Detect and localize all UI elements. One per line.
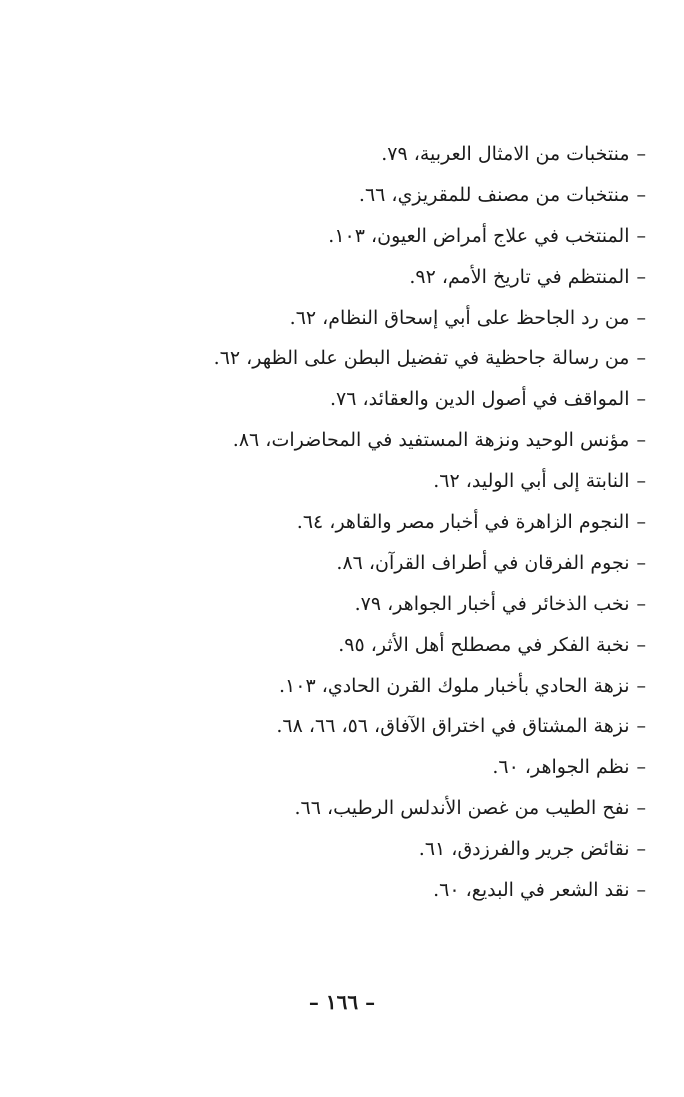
index-entry [26, 584, 646, 625]
entry-dash: – [636, 797, 646, 820]
entry-text: منتخبات من مصنف للمقريزي، ٦٦. [358, 183, 630, 206]
index-entry [26, 625, 646, 666]
index-entry [26, 298, 646, 339]
entry-text: النجوم الزاهرة في أخبار مصر والقاهر، ٦٤. [296, 511, 630, 534]
entry-text: منتخبات من الامثال العربية، ٧٩. [381, 143, 630, 165]
entry-text: نجوم الفرقان في أطراف القرآن، ٨٦. [336, 551, 630, 574]
index-entry [26, 216, 646, 257]
index-entry [26, 338, 646, 379]
entry-text: نقد الشعر في البديع، ٦٠. [433, 879, 630, 902]
entry-dash: – [636, 756, 646, 779]
entry-dash: – [636, 183, 646, 206]
entry-text: نفح الطيب من غصن الأندلس الرطيب، ٦٦. [294, 797, 630, 820]
entry-text: نخبة الفكر في مصطلح أهل الأثر، ٩٥. [338, 633, 630, 656]
entry-text: نزهة المشتاق في اختراق الآفاق، ٥٦، ٦٦، ٦٨. [276, 715, 630, 738]
index-entry [26, 134, 646, 175]
index-entry [26, 502, 646, 543]
entry-text: نزهة الحادي بأخبار ملوك القرن الحادي، ١٠٣. [278, 674, 630, 697]
index-entry [26, 175, 646, 216]
entry-text: نخب الذخائر في أخبار الجواهر، ٧٩. [354, 592, 630, 615]
entry-text: المواقف في أصول الدين والعقائد، ٧٦. [329, 388, 630, 411]
entry-dash: – [636, 388, 646, 411]
index-entry [26, 788, 646, 829]
index-entry [26, 257, 646, 298]
entry-text: من رد الجاحظ على أبي إسحاق النظام، ٦٢. [289, 306, 630, 329]
entry-dash: – [636, 470, 646, 493]
entry-text: من رسالة جاحظية في تفضيل البطن على الظهر، ٦٢. [213, 347, 630, 370]
entry-text: مؤنس الوحيد ونزهة المستفيد في المحاضرات، ٨٦. [232, 429, 630, 452]
entry-dash: – [636, 592, 646, 615]
entry-dash: – [636, 306, 646, 329]
entry-text: المنتخب في علاج أمراض العيون، ١٠٣. [328, 224, 630, 247]
entry-text: نظم الجواهر، ٦٠. [492, 756, 630, 779]
index-entry [26, 543, 646, 584]
index-list [26, 134, 646, 911]
entry-dash: – [636, 511, 646, 534]
entry-dash: – [636, 265, 646, 288]
index-entry [26, 420, 646, 461]
entry-text: المنتظم في تاريخ الأمم، ٩٢. [409, 265, 630, 288]
page-number: – ١٦٦ – [308, 990, 376, 1014]
entry-dash: – [636, 551, 646, 574]
entry-text: النابتة إلى أبي الوليد، ٦٢. [433, 470, 630, 493]
index-entry [26, 829, 646, 870]
index-entry [26, 379, 646, 420]
index-entry [26, 706, 646, 747]
entry-dash: – [636, 143, 646, 165]
index-entry [26, 461, 646, 502]
entry-dash: – [636, 429, 646, 452]
entry-dash: – [636, 347, 646, 370]
entry-dash: – [636, 224, 646, 247]
entry-dash: – [636, 715, 646, 738]
entry-dash: – [636, 879, 646, 902]
index-entry [26, 870, 646, 911]
entry-dash: – [636, 838, 646, 861]
index-entry [26, 747, 646, 788]
entry-dash: – [636, 633, 646, 656]
index-entry [26, 666, 646, 707]
entry-dash: – [636, 674, 646, 697]
entry-text: نقائض جرير والفرزدق، ٦١. [418, 838, 630, 861]
